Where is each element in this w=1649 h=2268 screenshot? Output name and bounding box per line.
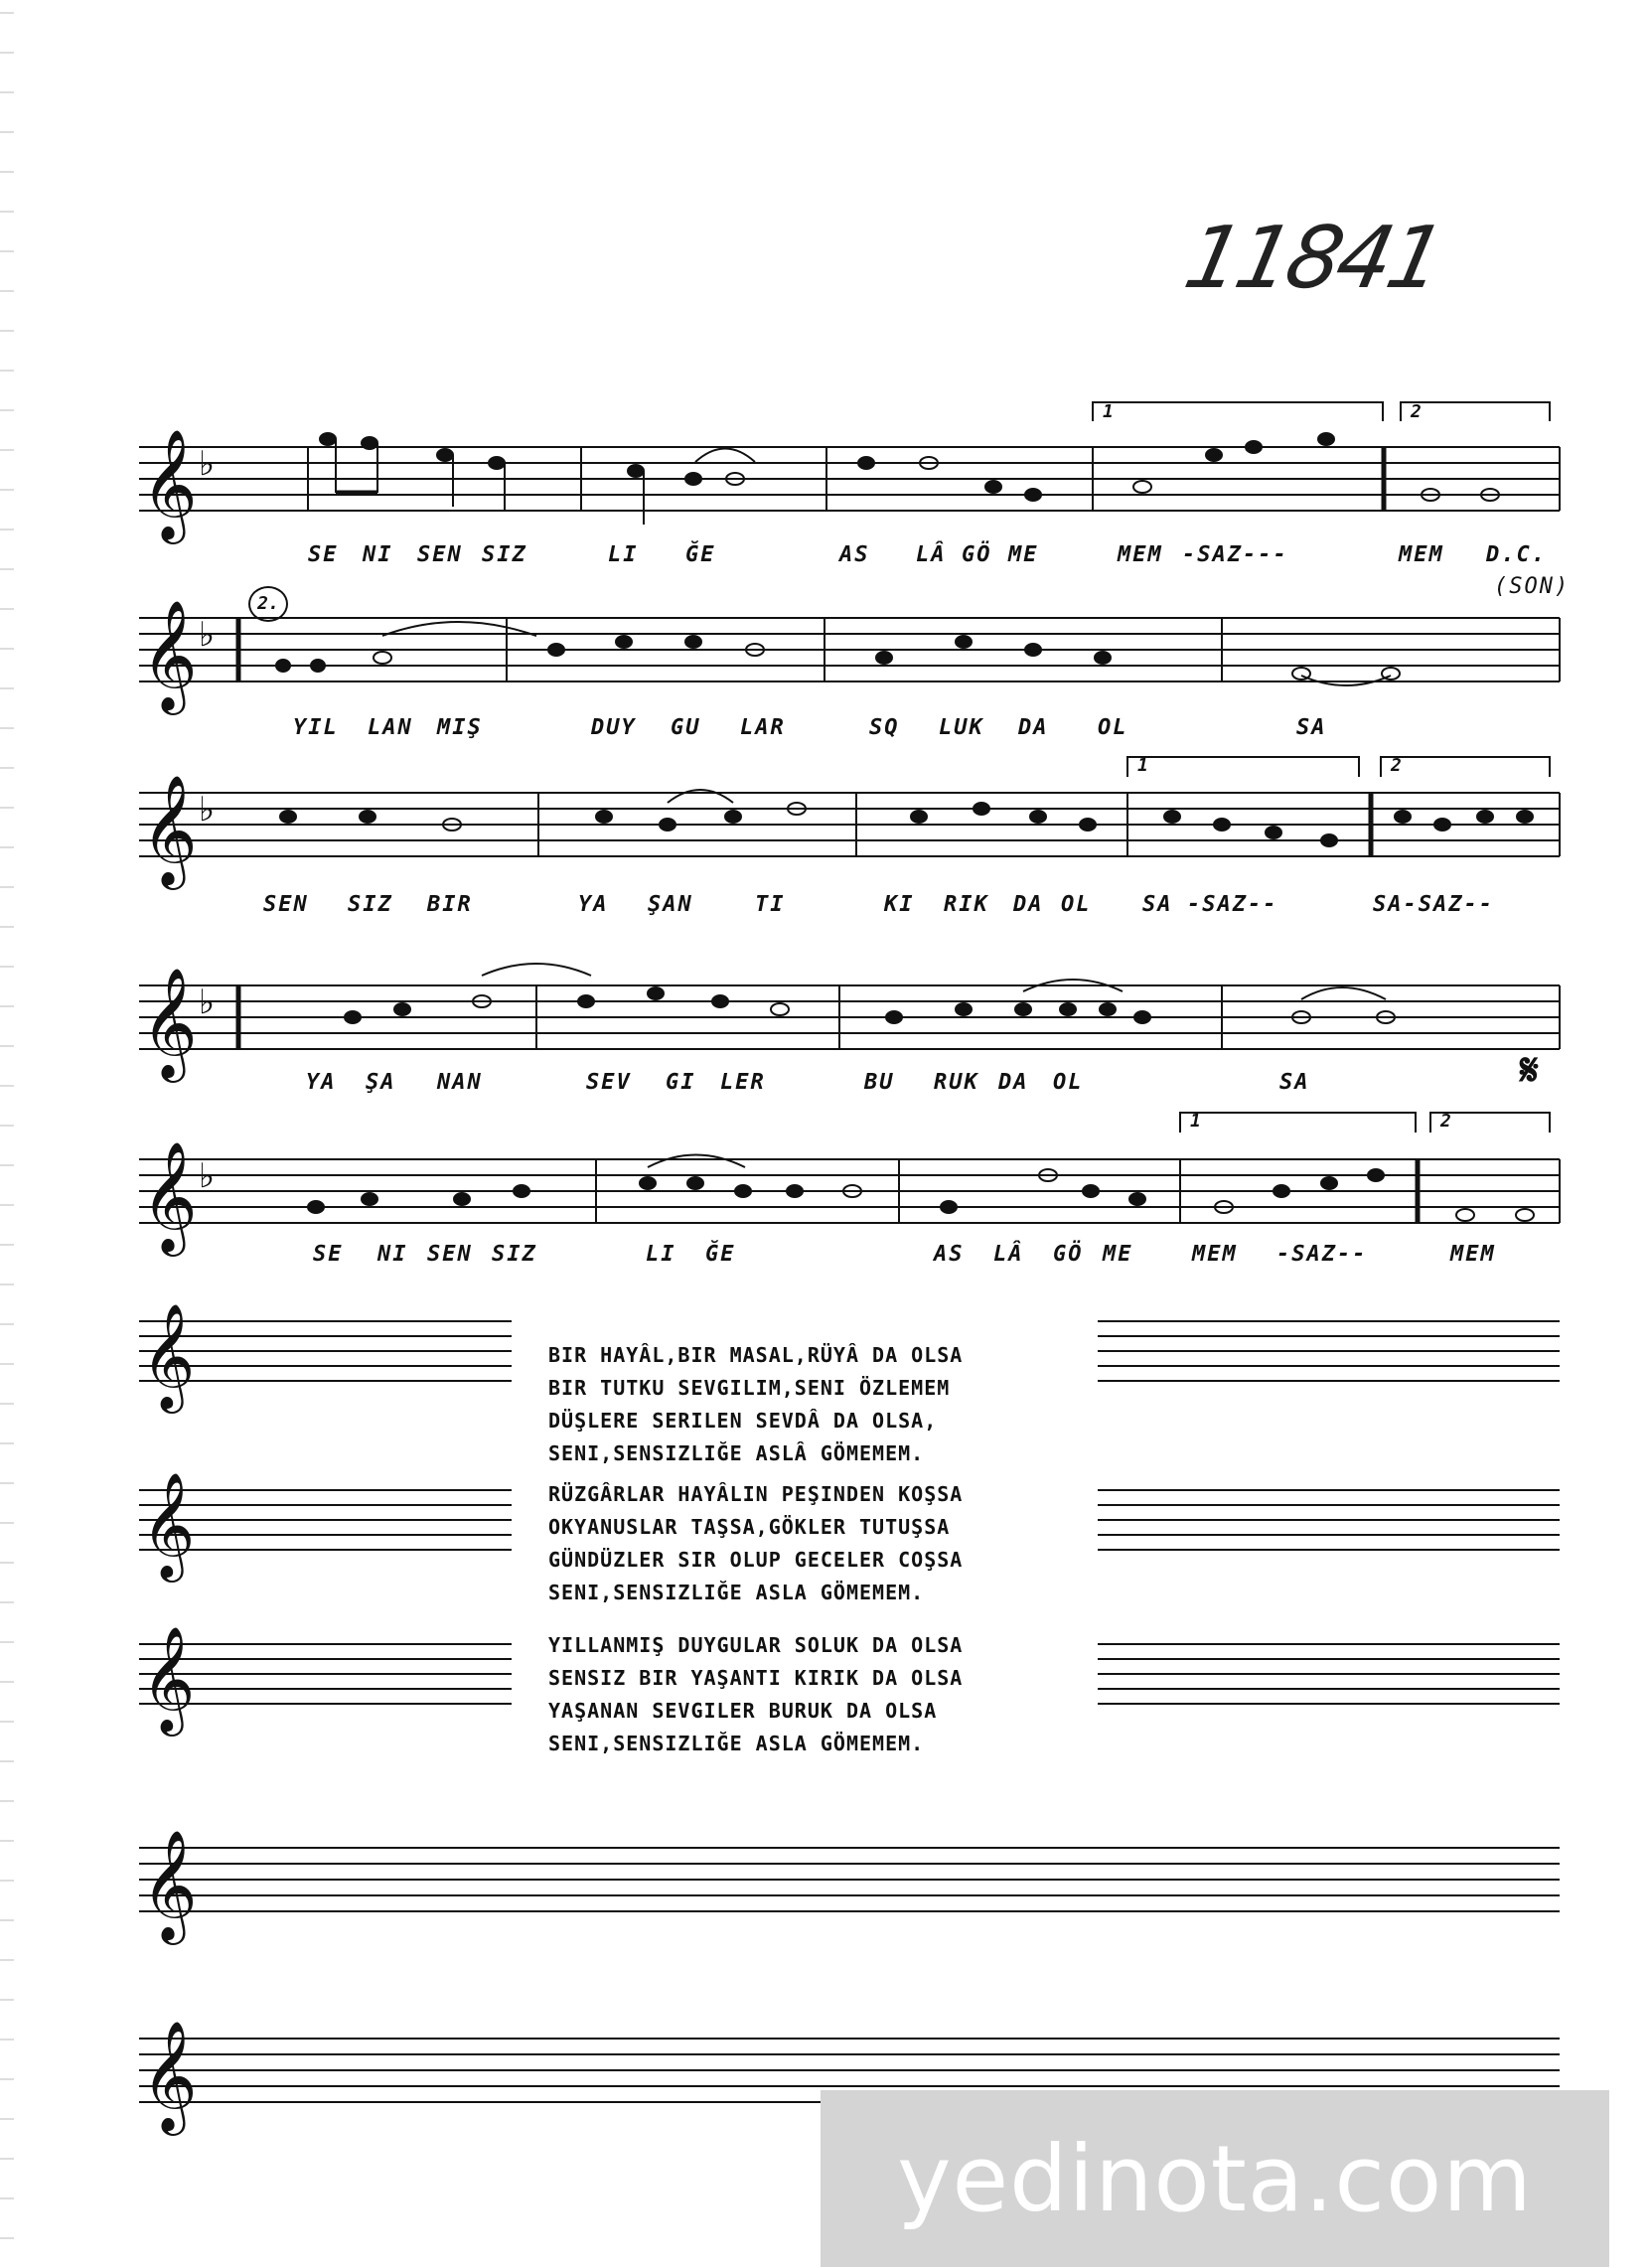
staff-2 bbox=[139, 618, 1560, 681]
volta-2: 2 bbox=[1440, 1111, 1453, 1132]
volta-2: 2 bbox=[1391, 755, 1404, 776]
syllable: SA bbox=[1279, 1070, 1310, 1095]
syllable: GU bbox=[671, 715, 701, 740]
dc-marking: D.C. bbox=[1486, 542, 1547, 567]
staff-5 bbox=[139, 1113, 1560, 1223]
syllable: LÂ bbox=[993, 1242, 1024, 1267]
syllable: SQ bbox=[869, 715, 900, 740]
volta-1: 1 bbox=[1103, 401, 1116, 422]
watermark: yedinota.com bbox=[821, 2090, 1609, 2267]
syllable: LAN bbox=[368, 715, 413, 740]
syllable: DA bbox=[998, 1070, 1029, 1095]
catalog-number: 11841 bbox=[1176, 209, 1450, 308]
syllable: KI bbox=[884, 892, 915, 917]
treble-clef-icon: 𝄞 bbox=[141, 1302, 196, 1409]
volta-1: 1 bbox=[1137, 755, 1150, 776]
syllable: SEN bbox=[263, 892, 309, 917]
verse-3 bbox=[548, 1629, 1105, 1760]
flat-icon: ♭ bbox=[199, 983, 216, 1022]
syllable: ĞE bbox=[705, 1242, 736, 1267]
syllable: ĞE bbox=[685, 542, 716, 567]
syllable: LER bbox=[720, 1070, 766, 1095]
syllable: YA bbox=[306, 1070, 337, 1095]
syllable: SA-SAZ-- bbox=[1373, 892, 1494, 917]
syllable: GÖ bbox=[1053, 1242, 1084, 1267]
verse-line: BIR HAYÂL,BIR MASAL,RÜYÂ DA OLSA bbox=[548, 1343, 964, 1367]
syllable: -SAZ-- bbox=[1276, 1242, 1368, 1267]
syllable: MIŞ bbox=[437, 715, 483, 740]
treble-clef-icon: 𝄞 bbox=[141, 428, 198, 539]
syllable: ŞA bbox=[366, 1070, 396, 1095]
syllable: SE bbox=[313, 1242, 344, 1267]
syllable: NAN bbox=[437, 1070, 483, 1095]
verse-line: RÜZGÂRLAR HAYÂLIN PEŞINDEN KOŞSA bbox=[548, 1482, 964, 1506]
flat-icon: ♭ bbox=[199, 790, 216, 830]
syllable: YIL bbox=[293, 715, 339, 740]
verse-line: SENI,SENSIZLIĞE ASLA GÖMEMEM. bbox=[548, 1581, 925, 1604]
verse-line: DÜŞLERE SERILEN SEVDÂ DA OLSA, bbox=[548, 1409, 938, 1433]
syllable: SEN bbox=[417, 542, 463, 567]
treble-clef-icon: 𝄞 bbox=[141, 599, 198, 710]
verse-1 bbox=[548, 1339, 1105, 1470]
treble-clef-icon: 𝄞 bbox=[141, 1625, 196, 1732]
treble-clef-icon: 𝄞 bbox=[141, 1471, 196, 1578]
verse-2 bbox=[548, 1478, 1105, 1609]
flat-icon: ♭ bbox=[199, 1156, 216, 1196]
treble-clef-icon: 𝄞 bbox=[141, 2020, 198, 2131]
treble-clef-icon: 𝄞 bbox=[141, 774, 198, 885]
syllable: -SAZ-- bbox=[1187, 892, 1278, 917]
segno-icon: 𝄋 bbox=[1520, 1045, 1539, 1096]
syllable: AS bbox=[839, 542, 870, 567]
syllable: LÂ bbox=[916, 542, 947, 567]
syllable: LAR bbox=[740, 715, 786, 740]
syllable: SIZ bbox=[492, 1242, 537, 1267]
syllable: -SAZ--- bbox=[1182, 542, 1288, 567]
syllable: MEM bbox=[1450, 1242, 1496, 1267]
syllable: LI bbox=[608, 542, 639, 567]
volta-2: 2 bbox=[1411, 401, 1424, 422]
syllable: RUK bbox=[934, 1070, 979, 1095]
verse-line: SENI,SENSIZLIĞE ASLÂ GÖMEMEM. bbox=[548, 1441, 925, 1465]
verse-line: YILLANMIŞ DUYGULAR SOLUK DA OLSA bbox=[548, 1633, 964, 1657]
treble-clef-icon: 𝄞 bbox=[141, 1140, 198, 1252]
syllable: AS bbox=[934, 1242, 965, 1267]
verse-line: OKYANUSLAR TAŞSA,GÖKLER TUTUŞSA bbox=[548, 1515, 951, 1539]
verse-line: GÜNDÜZLER SIR OLUP GECELER COŞSA bbox=[548, 1548, 964, 1572]
syllable: DUY bbox=[591, 715, 637, 740]
syllable: SEV bbox=[586, 1070, 632, 1095]
ending-marker: 2. bbox=[248, 586, 288, 622]
treble-clef-icon: 𝄞 bbox=[141, 1829, 198, 1940]
syllable: MEM bbox=[1118, 542, 1163, 567]
syllable: SE bbox=[308, 542, 339, 567]
syllable: SA bbox=[1296, 715, 1327, 740]
treble-clef-icon: 𝄞 bbox=[141, 967, 198, 1078]
syllable: OL bbox=[1098, 715, 1128, 740]
syllable: ME bbox=[1103, 1242, 1133, 1267]
verse-line: SENSIZ BIR YAŞANTI KIRIK DA OLSA bbox=[548, 1666, 964, 1690]
syllable: NI bbox=[377, 1242, 408, 1267]
syllable: DA bbox=[1018, 715, 1049, 740]
syllable: TI bbox=[755, 892, 786, 917]
syllable: ŞAN bbox=[648, 892, 693, 917]
flat-icon: ♭ bbox=[199, 444, 216, 484]
syllable: BU bbox=[864, 1070, 895, 1095]
syllable: GÖ bbox=[962, 542, 992, 567]
syllable: SEN bbox=[427, 1242, 473, 1267]
syllable: RIK bbox=[944, 892, 989, 917]
syllable: BIR bbox=[427, 892, 473, 917]
verse-line: YAŞANAN SEVGILER BURUK DA OLSA bbox=[548, 1699, 938, 1723]
syllable: LUK bbox=[939, 715, 984, 740]
syllable: SIZ bbox=[482, 542, 527, 567]
syllable: MEM bbox=[1192, 1242, 1238, 1267]
syllable: NI bbox=[363, 542, 393, 567]
syllable: OL bbox=[1053, 1070, 1084, 1095]
verse-line: BIR TUTKU SEVGILIM,SENI ÖZLEMEM bbox=[548, 1376, 951, 1400]
syllable: SIZ bbox=[348, 892, 393, 917]
flat-icon: ♭ bbox=[199, 615, 216, 655]
syllable: MEM bbox=[1399, 542, 1444, 567]
staff-3 bbox=[139, 757, 1560, 856]
syllable: LI bbox=[646, 1242, 676, 1267]
syllable: SA bbox=[1142, 892, 1173, 917]
volta-1: 1 bbox=[1190, 1111, 1203, 1132]
empty-staves-bottom bbox=[139, 1848, 1560, 2102]
syllable: YA bbox=[578, 892, 609, 917]
son-marking: (SON) bbox=[1494, 574, 1571, 599]
syllable: GI bbox=[666, 1070, 696, 1095]
syllable: OL bbox=[1061, 892, 1092, 917]
verse-line: SENI,SENSIZLIĞE ASLA GÖMEMEM. bbox=[548, 1732, 925, 1755]
syllable: DA bbox=[1013, 892, 1044, 917]
syllable: ME bbox=[1008, 542, 1039, 567]
